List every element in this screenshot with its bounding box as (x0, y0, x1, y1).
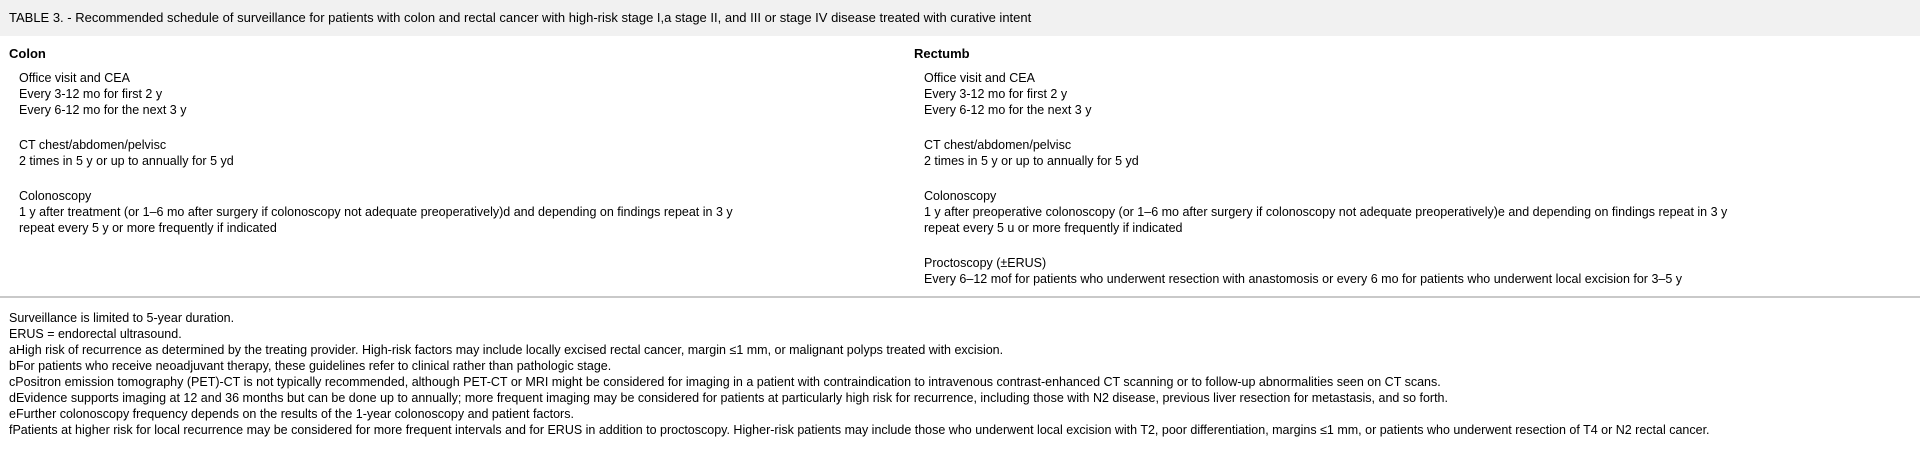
footnote: eFurther colonoscopy frequency depends on the results of the 1-year colonoscopy and patient factors. (9, 407, 574, 421)
rectum-item-office-visit (914, 70, 1920, 118)
item-line: repeat every 5 y or more frequently if indicated (19, 221, 277, 235)
footnote: cPositron emission tomography (PET)-CT is not typically recommended, although PET-CT or MRI might be considered for imaging in a patient with contraindication to intravenous contrast-enhanced CT scanning or to follow-up abnormalities seen on CT scans. (9, 375, 1441, 389)
table-caption-text: TABLE 3. - Recommended schedule of surveillance for patients with colon and rectal cancer with high-risk stage I,a stage II, and III or stage IV disease treated with curative intent (9, 10, 1032, 25)
item-line: 2 times in 5 y or up to annually for 5 yd (924, 154, 1139, 168)
colon-item-office-visit (9, 70, 905, 118)
footnote: Surveillance is limited to 5-year duration. (9, 311, 235, 325)
footnote: aHigh risk of recurrence as determined by the treating provider. High-risk factors may include locally excised rectal cancer, margin ≤1 mm, or malignant polyps treated with excision. (9, 343, 1004, 357)
column-heading-rectum: Rectumb (914, 46, 970, 61)
item-line: Colonoscopy (19, 189, 92, 203)
colon-item-ct (9, 137, 905, 169)
colon-column (0, 46, 905, 296)
colon-item-colonoscopy (9, 188, 905, 236)
item-line: Every 3-12 mo for first 2 y (924, 87, 1068, 101)
table-footnotes (0, 298, 1920, 438)
footnote: bFor patients who receive neoadjuvant therapy, these guidelines refer to clinical rather than pathologic stage. (9, 359, 612, 373)
item-line: Office visit and CEA (924, 71, 1035, 85)
item-line: Every 6-12 mo for the next 3 y (19, 103, 187, 117)
item-line: repeat every 5 u or more frequently if indicated (924, 221, 1183, 235)
item-line: CT chest/abdomen/pelvisc (19, 138, 167, 152)
item-line: Every 6–12 mof for patients who underwent resection with anastomosis or every 6 mo for patients who underwent local excision for 3–5 y (924, 272, 1683, 286)
item-line: CT chest/abdomen/pelvisc (924, 138, 1072, 152)
column-heading-colon: Colon (9, 46, 46, 61)
rectum-item-ct (914, 137, 1920, 169)
rectum-column (905, 46, 1920, 296)
table-body (0, 36, 1920, 296)
item-line: Every 6-12 mo for the next 3 y (924, 103, 1092, 117)
footnote: fPatients at higher risk for local recurrence may be considered for more frequent intervals and for ERUS in addition to proctoscopy. Higher-risk patients may include those who underwent local excision with T2, poor differentiation, margins ≤1 mm, or patients who underwent resection of T4 or N2 rectal cancer. (9, 423, 1710, 437)
item-line: Colonoscopy (924, 189, 997, 203)
item-line: 1 y after preoperative colonoscopy (or 1–6 mo after surgery if colonoscopy not adequate preoperatively)e and depending on findings repeat in 3 y (924, 205, 1728, 219)
table-caption (0, 0, 1920, 36)
item-line: 2 times in 5 y or up to annually for 5 yd (19, 154, 234, 168)
item-line: 1 y after treatment (or 1–6 mo after surgery if colonoscopy not adequate preoperatively)d and depending on findings repeat in 3 y (19, 205, 733, 219)
footnote: ERUS = endorectal ultrasound. (9, 327, 182, 341)
footnote: dEvidence supports imaging at 12 and 36 months but can be done up to annually; more frequent imaging may be considered for patients at particularly high risk for recurrence, including those with N2 disease, previous liver resection for metastasis, and so forth. (9, 391, 1448, 405)
item-line: Proctoscopy (±ERUS) (924, 256, 1047, 270)
item-line: Every 3-12 mo for first 2 y (19, 87, 163, 101)
rectum-item-proctoscopy (914, 255, 1920, 287)
item-line: Office visit and CEA (19, 71, 130, 85)
rectum-item-colonoscopy (914, 188, 1920, 236)
